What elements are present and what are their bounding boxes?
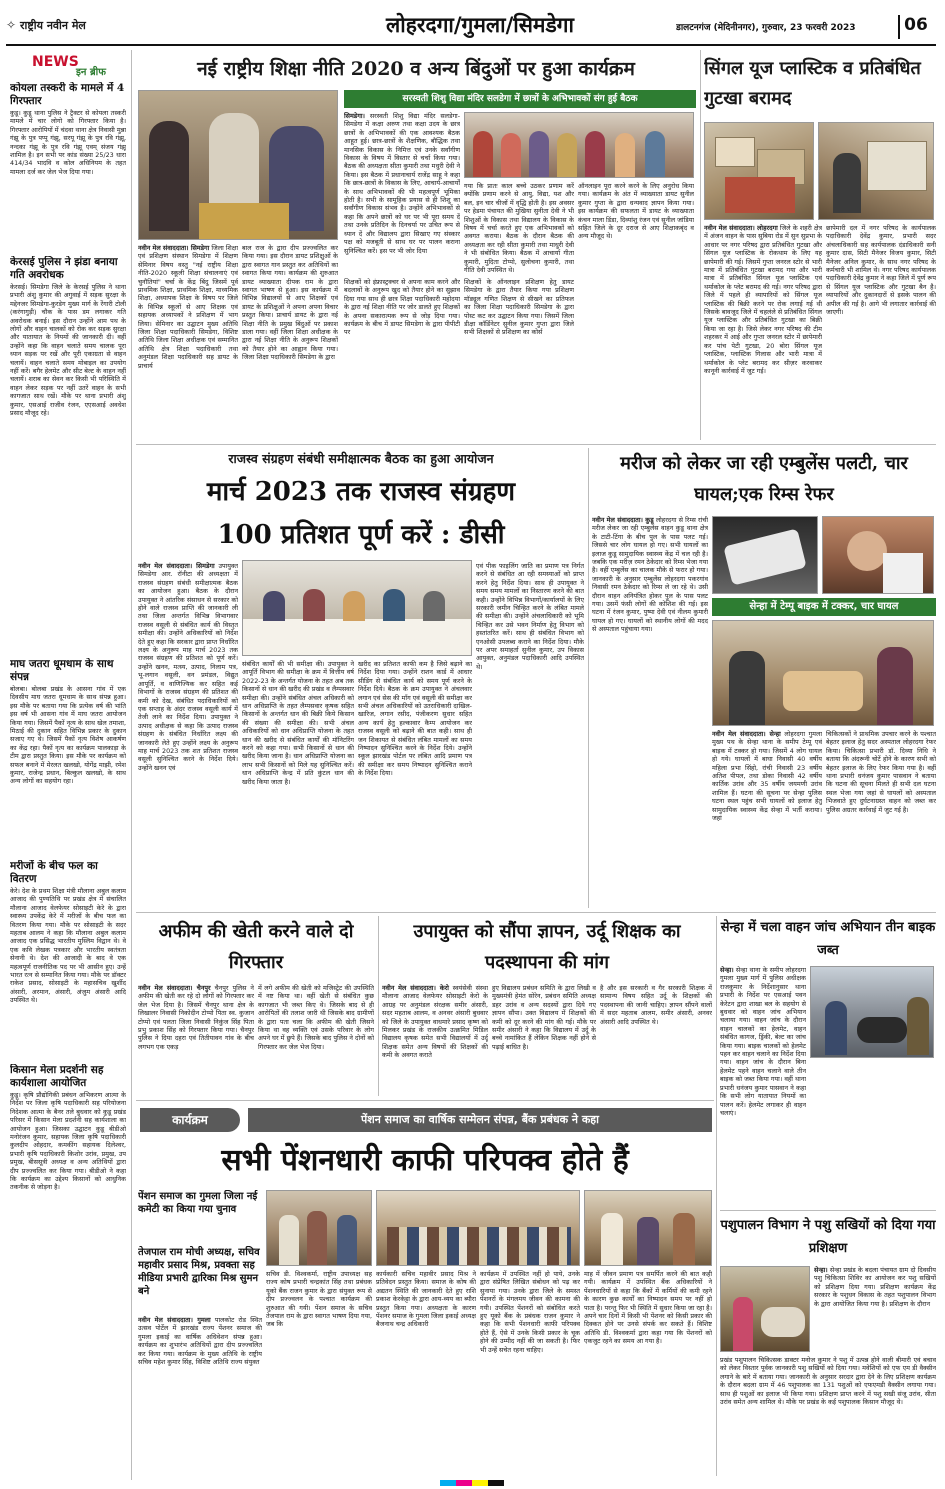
revenue-meeting-photo (242, 560, 472, 656)
education-col: बाल राज के द्वारा दीप प्रज्ज्वलित कर किया गया। इस दौरान डायट प्रशिक्षुओं के द्वारा स्वागत गान प्रस्तुत कर अतिथियों का स्वागत किया गया। कार्यक्रम की शुरुआत डायट व्याख्याता दीपक राम के द्वारा स्वागत भाषण से हुआ। इस कार्यक्रम में विभिन्न विद्यालयों से आए शिक्षकों एवं डायट के प्रशिक्षुओं ने अपना अपना विचार प्रस्तुत किया। प्राचार्य डायट के द्वारा नई शिक्षा नीति के प्रमुख बिंदुओं पर प्रकाश डाला गया। वहीं जिला शिक्षा अधीक्षक के द्वारा नई शिक्षा नीति के अनुरूप शिक्षकों को तैयार होने का आह्वान किया गया। जिला शिक्षा पदाधिकारी सिमडेगा के द्वारा (242, 244, 338, 362)
revenue-headline-2: 100 प्रतिशत पूर्ण करें : डीसी (217, 520, 505, 550)
pension-label: कार्यक्रम (140, 1108, 240, 1132)
brief-item (10, 1064, 126, 1476)
seminar-photo (138, 90, 338, 240)
urdu-col (382, 984, 488, 1096)
livestock-photo (720, 1266, 810, 1352)
vehicle-dateline: सेन्हा। (720, 966, 734, 974)
pension-col: सचिव डी. विश्वकर्मा, राष्ट्रीय उपाध्यक्ष सह राज्य कोष प्रभारी चन्द्रकांत सिंह तथा प्रबंधक यूको बैंक राजन कुमार के द्वारा संयुक्त रूप से दीप प्रज्ज्वलन के पश्चात कार्यक्रम की शुरुआत की गयी। पेंशन समाज के सचिव तेजपाल राम के द्वारा स्वागत भाषण दिया गया, जब कि (266, 1270, 372, 1329)
tempo-photo (712, 620, 934, 726)
meeting-col (344, 112, 460, 272)
section-title: लोहरदगा/गुमला/सिमडेगा (386, 12, 574, 37)
urdu-headline: उपायुक्त को सौंपा ज्ञापन, उर्दू शिक्षक का पदस्थापना की मांग (413, 921, 681, 973)
pension-photo-1 (266, 1190, 372, 1266)
brief-label: इन ब्रीफ (76, 67, 106, 78)
education-text: जिला शिक्षा एवं प्रशिक्षण संस्थान सिमडेगा में शिक्षण सेमिनार विषय वस्तु "नई राष्ट्रीय शिक्षा नीति-2020 स्कूली शिक्षा संचालनाएं एवं चुनौतियां" चर्चा के केंद्र बिंदु जिसमें पूर्व प्राथमिक शिक्षा, प्राथमिक शिक्षा, माध्यमिक शिक्षा, अध्यापक शिक्षा के विषय पर जिले के विभिन्न स्कूलों से आए शिक्षक एवं सहायक अध्यापकों ने प्रशिक्षण में भाग लिया। सेमिनार का उद्घाटन मुख्य अतिथि जिला शिक्षा पदाधिकारी सिमडेगा, विशिष्ट अतिथि जिला शिक्षा अधीक्षक एवं सम्मानित अतिथि क्षेत्र शिक्षा पदाधिकारी तथा अनुमंडल शिक्षा पदाधिकारी सह डायट के प्राचार्य (138, 244, 238, 370)
column-divider (588, 448, 589, 908)
livestock-col: प्रखंड पशुपालन चिकित्सक डाक्टर मनोज कुमार ने पशु में उत्पन्न होने वाली बीमारी एवं बचाव को लेकर विस्तार पूर्वक जानकारी पशु सखियों को दिया गया। मवेशियों को एफ एम डी वैक्सीन लगाने के बारे में बताया गया। जानकारी के अनुसार सरदार द्वारा देने के लिए प्रशिक्षण कार्यक्रम के दौरान बदला ग्राम में 46 पशुपालक का 131 पशुओं को एफएमडी वैक्सीन लगाया गया। साथ ही पशुओं का इलाज भी किया गया। प्रशिक्षण प्राप्त करने में पशु सखी संजू उरांव, सीता उरांव समेत अन्य शामिल थे। मौके पर प्रखंड के कई पशुपालक किसान मौजूद थे। (720, 1356, 936, 1407)
ambulance-photo-1 (712, 516, 818, 594)
section-rule (136, 444, 936, 445)
plastic-col (704, 224, 822, 440)
livestock-headline: पशुपालन विभाग ने पशु सखियों को दिया गया प्रशिक्षण (720, 1218, 936, 1256)
pension-col: कार्यक्रम में उपस्थित नहीं हो पाये, उनके द्वारा संप्रेषित लिखित संबोधन को पढ़ कर सुनाया गया। उनके द्वारा जिले के समस्त पेंशनरों के मंगलमय जीवन की कामना की गयी। उपस्थित पेंशनरों को संबोधित करते हुए यूको बैंक के प्रबंधक राजन कुमार ने कहा कि सभी पेंशनधारी काफी परिपक्व होते हैं, ऐसे में उनके किसी प्रकार के चूक होने की उम्मीद नहीं की जा सकती है। फिर भी उन्हें सचेत रहना चाहिए। (480, 1270, 580, 1354)
revenue-col: एवं पीक फाइलिंग जाति का प्रमाण पत्र निर्गत करने से संबंधित आ रही समस्याओं को प्राप्त करने हेतु निर्देश दिया। साथ ही उपायुक्त ने समय समय मामलों का निस्तारण करने की बात कही। उन्होंने विभिन्न विभागों/कार्यालयों के लिए सरकारी जमीन चिन्हित करने के लंबित मामले की समीक्षा की। उन्होंने अंचलाधिकारी को भूमि चिन्हित कर उसे भवन निर्माण हेतु विभाग को हस्तांतरित करें। साथ ही संबंधित विभाग को एनओसी उपलब्ध कराने का निर्देश दिया। मौके पर अपर समाहर्ता सुनील कुमार, उप विकास आयुक्त, अनुमंडल पदाधिकारी आदि उपस्थित थे। (476, 562, 584, 671)
urdu-text: स्वयंसेवी संस्था मौलाना आजाद वेलफेयर सोसाइटी केरो के आग्रह पर अनुमंडल संरक्षक समीर अंसारी, सदर महताब आलम, व अनवर अंसारी बुधवार को जिले के उपायुक्त वाधमारे प्रसाद कृष्ण को मिलकर प्रखंड के राजकीय उत्क्रमित मिडिल विद्यालय कृषक समेत सभी विद्यालयों में उर्दू शिक्षक समेत अन्य विषयों की शिक्षकों की कमी के अवगत कराते (382, 984, 488, 1060)
masthead-name: राष्ट्रीय नवीन मेल (20, 19, 86, 32)
ambulance-photo-2 (822, 516, 934, 594)
education-col (138, 244, 238, 440)
brief-body: केरसई। सिमडेगा जिले के केरसई पुलिस ने थाना प्रभारी अंशु कुमार की अगुवाई में सड़क सुरक्षा के मद्देनजर सिमडेगा-कुरडेग मुख्य मार्ग के रेंगारी टोली (करंगागुड़ी) चौक के पास डम लगाकर गति अवरोधक बनाई। इस दौरान उन्होंने आम पथ के लोगों और वाहन चालकों को रोक कर सड़क सुरक्षा और यातायात के नियमों की जानकारी दी। वहीं उन्होंने कहा कि वाहन चलाते समय चालक पूरा ध्यान सड़क पर रखें और पूरी एकाग्रता से वाहन चलायें। वाहन चलाते समय मोबाइल का उपयोग नहीं करें। बगैर हेलमेट और सीट बेल्ट के वाहन नहीं चलायें। शराब का सेवन कर किसी भी परिस्थिति में वाहन लेकर सड़क पर नहीं उतरें वाहन के सभी कागजात साथ रखें। मौके पर थाना प्रभारी अंशु कुमार, एसआई राजीव रंजन, एएसआई अवधेश प्रसाद मौजूद रहे। (10, 283, 126, 418)
meeting-text: सरस्वती शिशु विद्या मंदिर सलडेगा-सिमडेगा में कक्षा अरुण तथा कक्षा उदय के छात्र छात्रों के अभिभावकों की एक आवश्यक बैठक आहूत हुई। छात्र-छात्रों के शैक्षणिक, बौद्धिक तथा मानसिक विकास के निमित्त एवं उनके सर्वांगीण विकास के विषय में विस्तार से चर्चा किया गया। बैठक की अध्यक्षता सीता कुमारी तथा मधुरी देवी ने किया। इस बैठक में प्रधानाचार्य राजेंद्र साहू ने कहा कि छात्र-छात्रों के विकास के लिए, आचार्य-आचार्यों के साथ अभिभावकों की भी महत्वपूर्ण भूमिका होती है। सभी के सामूहिक प्रयास से ही शिशु का सर्वांगीण विकास संभव है। उन्होंने अभिभावकों से कहा कि अपने छात्रों को घर पर भी पूरा समय दें तथा उनके प्रतिदिन के दिनचर्या पर उचित रूप से ध्यान दें और विद्यालय द्वारा सिखाए गए संस्कार पक्ष को मजबूती से साथ घर पर पालन कराना सुनिश्चित करें। इस पर भी जोर दिया (344, 112, 460, 255)
registration-marks (440, 1480, 504, 1486)
meeting-col: गया कि प्रातः काल बच्चे उठकर प्रणाम करें क्योंकि प्रणाम करने से आयु, विद्या, यश और बल, इन चार चीजों में वृद्धि होती है। इस अवसर पर हेडमा पंचायत की मुखिया सुनीता देवी ने भी शिशुओं के विकास तथा विद्यालय के विकास के विषय में चर्चा करते हुए एक अभिभावकों को अवगत कराया। बैठक के दौरान बैठक की अध्यक्षता कर रही सीता कुमारी तथा माधुरी देवी ने भी संबोधित किया। बैठक में आचार्या गीता कुमारी, मुदिता टोप्पो, सुलोचना कुमारी, तथा गीति देवी उपस्थित थे। (464, 182, 574, 274)
education-dateline: नवीन मेल संवाददाता। सिमडेगा (138, 244, 210, 252)
bird-icon: ✧ (6, 18, 17, 32)
urdu-dateline: नवीन मेल संवाददाता। केरो (382, 984, 449, 992)
opium-headline: अफीम की खेती करने वाले दो गिरफ्तार (158, 921, 354, 973)
revenue-headline-1: मार्च 2023 तक राजस्व संग्रहण (206, 477, 516, 507)
tempo-col: चिकित्सकों ने प्राथमिक उपचार करने के पश्चात बेहतर इलाज हेतु सदर अस्पताल लोहरदगा रेफर किया। चिकित्सा प्रभारी डॉ. दिव्या निधि ने बताया कि अंदरूनी चोटें होने के कारण सभी को बेहतर इलाज के लिए रेफर किया गया है। वहीं थाना प्रभारी धनंजय कुमार पासवान ने बताया कि घटना की सूचना मिलते ही सभी दल घटना स्थल भेजा गया जहां से घायलों को अस्पताल भिजवाते हुए दुर्घटनाग्रस्त वाहन को जब्त कर पुलिस अग्रतर कार्रवाई में जुट गई है। (826, 730, 936, 814)
urdu-col: हुए विद्यालय प्रबंधन समिति के द्वारा लिखी व मुख्यमंत्री हेमंत सोरेन, प्रबंधन समिति अध्यक्ष डहर उरांव व अन्य सदस्यों द्वारा दिये गए ज्ञापन सौंपा। उक्त विद्यालय में शिक्षकों की कमी को दूर करने की मांग की गई। मौके पर समीर अंसारी ने कहा कि विद्यालय में उर्दू के बच्चे नामांकित हैं लेकिन शिक्षक नहीं होने से पढ़ाई बाधित है। (492, 984, 596, 1051)
education-headline: नई राष्ट्रीय शिक्षा नीति 2020 व अन्य बिंदुओं पर हुआ कार्यक्रम (197, 58, 635, 80)
vehicle-col (720, 966, 806, 1206)
brief-body: केरे। देश के प्रथम शिक्षा मंत्री मौलाना अबुल कलाम आजाद की पुण्यतिथि पर प्रखंड क्षेत्र में संचालित मौलाना आजाद वेलफेयर सोसाइटी केरे के द्वारा स्वास्थ्य उपकेंद्र केरे में मरीजों के बीच फल का वितरण किया गया। मौके पर सोसाइटी के सदर महताब आलम ने कहा कि मौलाना अबुल कलाम आजाद एक प्रसिद्ध भारतीय मुस्लिम विद्वान थे। वे एक कवि लेखक पत्रकार और भारतीय स्वतंत्रता सेनानी थे। देश की आजादी के बाद वे एक महत्वपूर्ण राजनीतिक पद पर भी आसीन हुए। उन्हें भारत रत्न से सम्मानित किया गया। मौके पर डॉक्टर राकेश प्रसाद, सोसाइटी के महासचिव खुर्शीद अंसारी, अरमान, अंसारी, अंजुम अंसारी आदि उपस्थित थे। (10, 887, 126, 1005)
brief-headline: मरीजों के बीच फल का वितरण (10, 860, 98, 885)
tempo-headline: सेन्हा में टेम्पू बाइक में टक्कर, चार घायल (712, 598, 936, 616)
ambulance-headline: मरीज को लेकर जा रही एम्बुलेंस पलटी, चार घायल;एक रिम्स रेफर (620, 453, 908, 505)
tempo-col (712, 730, 822, 908)
plastic-text: जिले के शहरी क्षेत्र में अंजन वाहन के पास सुबिया रोड में सुन सुप्रभा के आधार पर नगर परिषद द्वारा प्रतिबंधित गुटखा और सिंगल यूज प्लास्टिक के रोकथाम के लिए यह छापेमारी की गई। जिसमें गुप्ता जनरल स्टोर से भारी मात्रा में प्रतिबंधित गुटखा बरामद गया और भारी मात्रा में प्रतिबंधित सिंगल यूज प्लास्टिक एवं थर्माकोल के प्लेट बरामद की गई। नगर परिषद द्वारा जिले में पहले ही व्यापारियों को सिंगल यूज प्लास्टिक की बिक्री करने पर रोक लगाई गई थी जिसके बावजूद जिले में चहलंले से प्रतिबंधित सिंगल यूज प्लास्टिक और प्रतिबंधित गुटखा का बिक्री किया जा रहा है। जिसे लेकर नगर परिषद की टीम शहरकर में आई और गुप्ता जनरल स्टोर में छापेमारी कर पांच पेटी गुटखा, 20 बोरा सिंगल यूज प्लास्टिक, प्लास्टिक गिलास और भारी मात्रा में थर्माकोल के प्लेट बरामद कर सीज़र करवाकर कानूनी कार्रवाई में जुट गई। (704, 224, 822, 375)
section-rule (136, 912, 936, 913)
opium-col (138, 984, 254, 1096)
section-rule (720, 1210, 936, 1211)
meeting-banner: सरस्वती शिशु विद्या मंदिर सलडेगा में छात्रों के अभिभावकों संग हुई बैठक (344, 90, 696, 108)
column-divider (716, 916, 717, 1476)
ambulance-dateline: नवीन मेल संवाददाता। कुडू (592, 516, 654, 524)
brief-body: कुडू। कुडू थाना पुलिस ने ट्रैक्टर से कोयला तस्करी मामले में चार लोगो को गिरफ्तार किया है। गिरफ्तार आरोपियों में चंदवा थाना क्षेत्र निवासी मुन्ना गंझू के पुत्र पप्पू गंझू, सरयू गंझू के पुत्र रवि गंझू, नन्दका गंझू के पुत्र रवि गंझू एवम् संजय गंझू शामिल है। इन सभी पर कांड संख्या 25/23 धारा 414/34 भादवि व कोल अधिनियम के तहत मामला दर्ज कर जेल भेज दिया गया। (10, 109, 126, 176)
brief-body: कुडू। कृषि प्रौद्योगिकी प्रबंधन अभिकरण आत्मा के निर्देश पर जिला कृषि पदाधिकारी सह परियोजना निदेशक आत्मा के बैनर तले बुधवार को कुडू प्रखंड परिसर में किसान मेला प्रदर्शनी सह कार्यशाला का आयोजन हुआ। जिसका उद्घाटन कुडू बीडीओ मनोरंजन कुमार, सहायक जिला कृषि पदाधिकारी कुलदीप ओहदार, कमकींग सहायक दिलेश्वर, प्रभारी कृषि पदाधिकारी किशोर उरांव, प्रमुख, उप प्रमुख, बीससूत्री अध्यक्ष व अन्य अतिथियों द्वारा दीप प्रज्ज्वलित कर किया गया। बीडीओ ने कहा कि कार्यक्रम का उद्देश्य किसानों को आधुनिक तकनीक से जोड़ना है। (10, 1091, 126, 1192)
brief-headline: कोयला तस्करी के मामले में 4 गिरफ्तार (10, 82, 125, 107)
tempo-dateline: नवीन मेल संवाददाता। सेन्हा (712, 730, 781, 738)
revenue-col (138, 562, 238, 908)
vehicle-check-photo (810, 966, 934, 1058)
revenue-kicker: राजस्व संग्रहण संबंधी समीक्षात्मक बैठक का हुआ आयोजन (228, 451, 494, 466)
brief-item (10, 256, 126, 652)
urdu-col: है और इस सरकारी व गैर सरकारी शिक्षक में सामान्य विषय सहित उर्दू के शिक्षकों की पदस्थापना की जानी चाहिए। ज्ञापन सौंपने वालों में सदर महताब आलम, समीर अंसारी, अनवर अंसारी आदि उपस्थित थे। (600, 984, 712, 1026)
education-text: शिक्षकों को इंफ्रास्ट्रक्चर से अपना काम करने और बदलावों के अनुरूप खुद को तैयार होने का सुझाव दिया गया साथ ही छात्र शिक्षा पदाधिकारी महोदया के द्वारा नई शिक्षा नीति पर जोर डालते हुए शिक्षकों के अपना सकारात्मक रूप से जोड़ दिया गया। (344, 278, 460, 320)
pension-headline: सभी पेंशनधारी काफी परिपक्व होते हैं (221, 1143, 629, 1178)
meeting-col: ऑनलाइन पूरा करने करने के लिए अनुरोध किया गया। कार्यक्रम के अंत में व्याख्याता डायट सुनील कुमार गुप्ता के द्वारा धन्यवाद ज्ञापन किया गया। इस कार्यक्रम की सफलता में डायट के व्याख्याता कंचन माला डिंडा, दिव्यांशु रंजन एवं सुनील जांडिया सहित जिले के दूर दराज से आए शिक्षाकबृंद व अन्य मौजूद थे। (578, 182, 694, 241)
brief-body: बोलबा। बोलबा प्रखंड के आसना गांव में एक दिवसीय माघ जतरा धूमधाम के साथ संपन्न हुआ। इस मौके पर बताया गया कि प्रत्येक वर्ष की भांति इस वर्ष भी आसना गांव में माघ जतरा आयोजन किया गया। जिसमें पैकों नृत्य के साथ खेल तमाशा, मिठाई की दुकान सहित विभिन्न प्रकार के दुकान सजाए गए थे। जिसमें पैकों नृत्य विशेष आकर्षण का केंद्र रहा। पैकों नृत्य का कार्यक्रम पालकाड़ा के टीम द्वारा प्रस्तुत किया। इस मौके पर कार्यक्रम को सफल बनाने में मेरलत खलखो, योगेंद्र माझी, रमेश कुमार, राजेन्द्र प्रधान, बिल्कुल खलखो, के साथ अन्य लोगों का सहयोग रहा। (10, 685, 126, 786)
page-number: 06 (898, 15, 932, 39)
ambulance-col (592, 516, 708, 726)
pension-col: माह में जीवन प्रमाण पत्र समर्पित करने की बात कही गयी। कार्यक्रम में उपस्थित बैंक अधिकारियों ने पेंशनधारियों से कहा कि बैंकों में कर्मियों की कमी रहने के कारण कुछ कार्यों का निष्पादन समय पर नहीं हो पाता है। परन्तु फिर भी स्थिति में सुधार किया जा रहा है। अपने चार दिनों में किसी भी पेंशनर को किसी प्रकार की दिक्कत होने पर उनसे संपर्क कर सकते हैं। विशिष्ट अतिथि डी. विश्वकर्मा द्वारा कहा गया कि पेंशनरों को एकजुट रहने का समय आ गया है। (584, 1270, 712, 1346)
livestock-dateline: सेन्हा। (814, 1266, 828, 1274)
dateline-header: डालटनगंज (मेदिनीनगर), गुरुवार, 23 फरवरी 2023 (676, 23, 856, 33)
vehicle-headline: सेन्हा में चला वाहन जांच अभियान तीन बाइक जब्त (720, 920, 936, 958)
pension-dateline: नवीन मेल संवाददाता। गुमला (138, 1316, 211, 1324)
section-rule (136, 1100, 714, 1101)
pension-col (138, 1316, 262, 1476)
opium-dateline: नवीन मेल संवाददाता। चैनपुर (138, 984, 211, 992)
column-divider (700, 50, 701, 440)
meeting-col: शिक्षकों के ऑनलाइन प्रशिक्षण हेतु डायट सिमडेगा के द्वारा तैयार किया गया प्रशिक्षण मॉड्यूल गणित शिक्षण से सीखने का प्रतिफल का जिला शिक्षा पदाधिकारी सिमडेगा के द्वारा पोस्ट कट कर उद्घाटन किया गया। जिसमें जिला डीक्षा कॉर्डिनेटर सुनील कुमार गुप्ता द्वारा जिले सभी शिक्षकों से प्रशिक्षण का कोर्स (464, 278, 574, 337)
tempo-text: लोहरदगा गुमला मुख्य पथ के सेन्हा थाना के समीप टेम्पू एवं बाइक में टक्कर हो गया। जिसमें 4 लोग घायल हो गये। घायलों में बाघा निवासी 40 वर्षीय महिला प्रभा सिंहो, रांची निवासी 23 वर्षीय अतिश पीपल, तथा डोका निवासी 42 वर्षीय कार्तिक उरांव और 35 वर्षीय जयमणी उरांव शामिल हैं। घटना की सूचना पर सेन्हा पुलिस घटना स्थल पहुंच सभी घायलों को इलाज हेतु सामुदायिक स्वास्थ्य केंद्र सेन्हा में भर्ती कराया। जहां (712, 730, 822, 823)
meeting-col-extra (578, 278, 694, 440)
pension-col: कार्यकारी सचिव महावीर प्रसाद मिश्र ने प्रतिवेदन प्रस्तुत किया। समाज के कोष की अद्यतन स्थिति की जानकारी देते हुए राशि प्रकाश केरकेट्टा के द्वारा आय-व्यय का ब्यौरा प्रस्तुत किया गया। अध्यक्षता के कारण पेंशनर समाज के गुमला जिला इकाई अध्यक्ष बैजनाथ चन्द्र अधिकारी (376, 1270, 476, 1329)
plastic-photo-1 (704, 122, 814, 220)
plastic-dateline: नवीन मेल संवाददाता। लोहरदगा (704, 224, 778, 232)
brief-item (10, 860, 126, 1060)
plastic-photo-2 (818, 122, 934, 220)
brief-headline: केरसई पुलिस ने झंडा बनाया गति अवरोधक (10, 256, 118, 281)
pension-sidebar-names: तेजपाल राम मोची अध्यक्ष, सचिव महावीर प्रसाद मिश्र, प्रवक्ता सह मीडिया प्रभारी द्वारिका मिश्र सुमन बने (138, 1247, 260, 1297)
pension-kicker: पेंशन समाज का वार्षिक सम्मेलन संपन्न, बैंक प्रबंधक ने कहा (248, 1108, 712, 1132)
livestock-text: सेन्हा प्रखंड के बदला पंचायत ग्राम दो दिवसीय पशु चिकित्सा शिविर का आयोजन कर पशु सखियों को प्रशिक्षण दिया गया। प्रशिक्षण कार्यक्रम केंद्र सरकार के पशुधन विकास के तहत पशुपालन विभाग के द्वारा आयोजित किया गया है। प्रशिक्षण के दौरान (814, 1266, 936, 1308)
header-rule (6, 44, 936, 46)
brief-headline: माघ जतरा धूमधाम के साथ संपन्न (10, 658, 114, 683)
brief-item (10, 82, 126, 252)
ambulance-col-continued (592, 730, 708, 908)
education-text: कार्यक्रम के बीच में डायट सिमडेगा के द्वारा पीपीटी पर (344, 320, 460, 337)
meeting-dateline: सिमडेगा। (344, 112, 365, 120)
pension-sidebar-heading: पेंशन समाज का गुमला जिला नई कमेटी का किया गया चुनाव (138, 1191, 258, 1215)
brief-headline: किसान मेला प्रदर्शनी सह कार्यशाला आयोजित (10, 1064, 104, 1089)
ambulance-text: लोहरदगा से रिम्स रांची मरीज लेकर जा रही एम्बुलेंस वाहन कुडू थाना क्षेत्र के टाटी-टिंगा के बीच पुल के पास पलट गई। जिससे चार लोग घायल हो गए। सभी घायलों का इलाज कुडू सामुदायिक स्वास्थ्य केंद्र में चल रही है। जबकि एक मरीज़ रमन ठेकेदार को रिम्स भेजा गया है। वहीं एम्बुलेंस का चालक मौके से फरार हो गया। जानकारी के अनुसार एम्बुलेंस लोहरदगा पकरगांव निवासी रमन ठेकेदार को रिम्स ले जा रहे थे। उसी दौरान वाहन अनियंत्रित होकर पुल के पास पलट गया। उसमें फंसी लोगों की कोशिश की गई। इस घटना में रंजन कुमार, पुष्पा देवी एवं नीलम कुमारी घायल हो गए। घायलों को स्थानीय लोगों की मदद से अस्पताल पहुंचाया गया। (592, 516, 708, 634)
pension-photo-2 (376, 1190, 580, 1266)
column-divider (131, 50, 132, 1480)
pension-text: पालकोट रोड स्थित उत्सव पोर्टेल में झारखंड राज्य पेंशनर समाज की गुमला इकाई का वार्षिक अधिवेशन संपन्न हुआ। कार्यक्रम का शुभारंभ अतिथियों द्वारा दीप प्रज्ज्वलित कर किया गया। कार्यक्रम के मुख्य अतिथि के राष्ट्रीय सचिव महेश कुमार सिंह, विशिष्ट अतिथि राज्य संयुक्त (138, 1316, 262, 1367)
plastic-col: छापेमारी दल में नगर परिषद के कार्यपालक पदाधिकारी देवेंद्र कुमार, प्रभारी सदर अंचलाधिकारी सह कार्यपालक दंडाधिकारी सनी कुमार दास, सिटी मैनेजर विजय कुमार, सिटी मैनेजर अनिल कुमार, के साथ नगर परिषद के कर्मचारी भी शामिल थे। नगर परिषद कार्यपालक पदाधिकारी देवेंद्र कुमार ने कहा जिले में पूर्ण रूप से सिंगल यूज प्लास्टिक और गुटखा बैन है। व्यापारियों और दुकानदारों से इसके पालन की अपील की गई है। आगे भी लगातार कार्रवाई की जाएगी। (826, 224, 936, 317)
livestock-col (814, 1266, 936, 1352)
column-divider (378, 916, 379, 1096)
vehicle-text: सेन्हा थाना के समीप लोहरदगा गुमला मुख्य मार्ग में पुलिस अधीक्षक राजकुमार के निर्देशानुसार थाना प्रभारी के निर्देश पर एसआई पवन केरेटन द्वारा शाखा बल के सहयोग से बुधवार को वाहन जांच अभियान चलाया गया। वाहन जांच के दौरान वाहन चालकों का हेलमेट, वाहन संबंधित कागज, ड्रिंकी, बेल्ट का जांच किया गया। बाइक चालकों को हेलमेट पहन कर वाहन चलाने का निर्देश दिया गया। वाहन जांच के दौरान बिना हेलमेट पहने वाहन चलाने वाले तीन बाइक को जब्त किया गया। वहीं थाना प्रभारी धनंजय कुमार पासवान ने कहा कि सभी लोग यातायात नियमों का पालन करें। हेलमेट लगाकर ही वाहन चलाएं। (720, 966, 806, 1117)
revenue-dateline: नवीन मेल संवाददाता। सिमडेगा (138, 562, 215, 570)
plastic-headline: सिंगल यूज प्लास्टिक व प्रतिबंधित गुटखा बरामद (704, 58, 921, 109)
brief-item (10, 658, 126, 854)
revenue-text: उपायुक्त सिमडेगा आर. रॉनीटा की अध्यक्षता में राजस्व संग्रहण संबंधी समीक्षात्मक बैठक का आयोजन हुआ। बैठक के दौरान उपायुक्त ने आंतरिक संसाधन से सरकार को होने वाले राजस्व प्राप्ति की जानकारी ली तथा जिला अन्तर्गत विभिन्न विभागवार राजस्व वसूली से संबंधित कार्य की विस्तृत समीक्षा की। उन्होंने अधिकारियों को निर्देश देते हुए कहा कि सरकार द्वारा प्राप्त निर्धारित लक्ष्य के अनुरूप माह मार्च 2023 तक राजस्व संग्रहण की प्रतिशत को पूर्ण करें। उन्होंने खनन, मत्स्य, उत्पाद, निलाम पत्र, भू-लगान वसूली, वन प्रमंडल, विद्युत आपूर्ति, व वाणिज्यिक कर सहित कई विभागों के राजस्व संग्रहण की प्रतिशत की कमी को देख, संबंधित पदाधिकारियों को एक सप्ताह के अंदर राजस्व वसूली कार्य में तेजी लाने का निर्देश दिया। उपायुक्त ने उत्पाद अधीक्षक से कहा कि उत्पाद राजस्व संग्रहण के संबंधित निर्धारित लक्ष्य की जानकारी लेते हुए उन्होंने लक्ष्य के अनुरूप माह मार्च 2023 तक शत प्रतिशत राजस्व वसूली सुनिश्चित करने के निर्देश दिये। उन्होंने खनन एवं (138, 562, 238, 772)
revenue-col: संबंधित कार्यों की भी समीक्षा की। उपायुक्त ने आपूर्ति विभाग की समीक्षा के क्रम में वित्तीय वर्ष 2022-23 के अन्तर्गत योजना के तहत अब तक किसानों से धान की खरीद की प्रखंड व लैम्पसवार समीक्षा की। उन्होंने संबंधित अंचल अधिकारी को धान अधिप्राप्ति के तहत लैम्पसवार कृषक सहित किसानों के अन्तर्गत धान की बिक्री किये किसान की संख्या की समीक्षा की। सभी अंचल अधिकारियों को धान अधिप्राप्ति योजना के तहत धान की खरीद से संबंधित कार्यों की मॉनिटरिंग करने को कहा गया। सभी किसानों से धान की खरीद किया जाना है। धान अधिप्राप्ति योजना का लाभ सभी किसानों को मिले यह सुनिश्चित करें। धान अधिप्राप्ति केन्द्र में प्रति कुंटल धान की खरीद किया जाता है। (242, 660, 354, 786)
opium-col: में लगे अफीम की खेती को मजिस्ट्रेट की उपस्थिति में नष्ट किया था। वहीं खेती से संबंधित कुछ कागजात भी जब्त किए थे। जिसके बाद से ही आरोपितों की तलाश जारी थी जिसके बाद ग्रामीणों के द्वारा पता चला कि अफीम की खेती जिसने किया था वह व्यक्ति एवं उसके परिवार के लोग अपने घर में छुपे हैं। जिसके बाद पुलिस ने दोनों को गिरफ्तार कर जेल भेज दिया। (258, 984, 374, 1051)
opium-text: चैनपुर पुलिस ने अफीम की खेती कर रहे दो लोगों को गिरफ्तार कर जेल भेज दिया है। जिसमें चैनपुर थाना क्षेत्र के लिखालर निवासी निकोदीन टोप्पो पिता स्व. कुजान टोप्पो एवं पलता जिला निवासी निकुंज सिंह पिता प्रभु प्रकाश सिंह को गिरफ्तार किया गया। चैनपुर पुलिस ने दिया दहरा एवं तितीयावन गांव के बीच लगभग एक एकड़ (138, 984, 254, 1051)
news-label: NEWS (32, 54, 79, 70)
meeting-photo (464, 112, 694, 178)
news-brief-label (10, 52, 130, 82)
pension-photo-3 (584, 1190, 712, 1266)
masthead-logo (6, 16, 124, 36)
revenue-col: खरीद का प्रतिशत काफी कम है जिसे बढ़ाने का निर्देश दिया गया। उन्होंने राशन कार्ड में आधार सीडिंग से संबंधित कार्य को समय पूर्ण करने के निर्देश दिये। बैठक के क्रम उपायुक्त ने अंचलवार लगान एवं सेस की माँग एवं वसूली की समीक्षा कर सभी अंचल अधिकारियों को उतराधिकारी दाखिल-खारिज, लगान रसीद, पंजीकरण सुधार सहित अन्य कार्य हेतु हल्कावार कैम्प आयोजन कर राजस्व वसूली को बढ़ाने की बात कही। साथ ही जन शिकायत से संबंधित लंबित मामलों का समय निष्पादन सुनिश्चित करने के निर्देश दिये। उन्होंने स्कूल झारखंड पोर्टल पर लंबित आदि प्रमाण पत्र की समीक्षा कर समय निष्पादन सुनिश्चित कराने के निर्देश दिया। (358, 660, 472, 778)
education-col (344, 278, 460, 440)
